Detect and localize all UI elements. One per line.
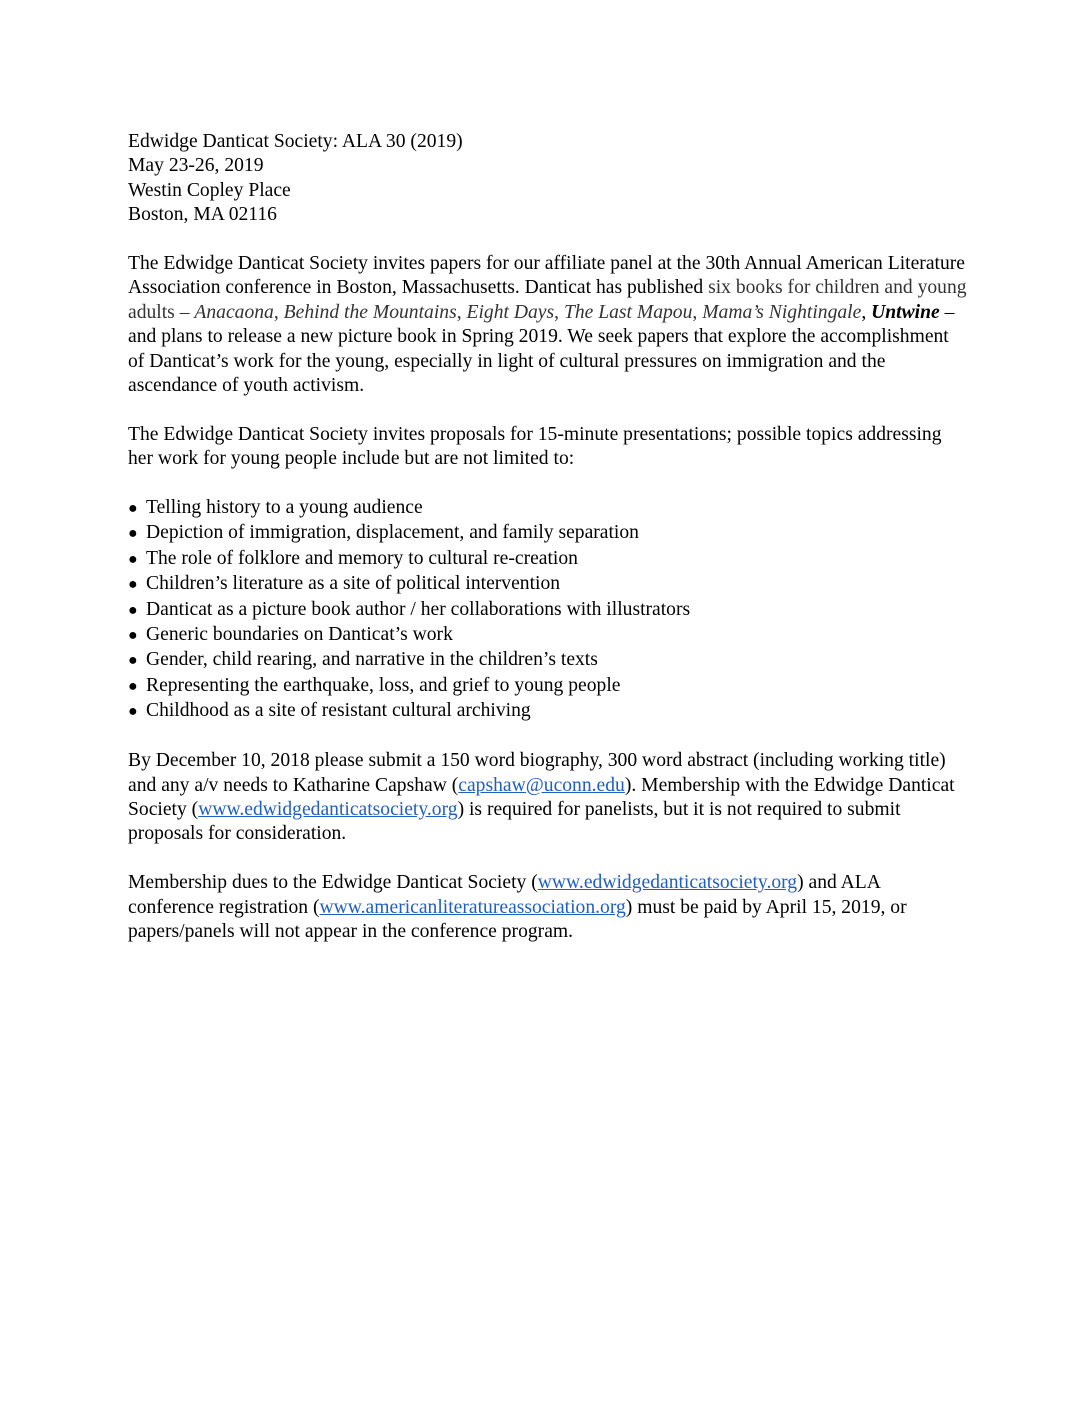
book-title-behind-the-mountains: Behind the Mountains: [283, 301, 457, 323]
topic-text: Danticat as a picture book author / her collaborations with illustrators: [146, 598, 691, 620]
society-website-link[interactable]: www.edwidgedanticatsociety.org: [198, 798, 458, 820]
separator: ,: [861, 301, 872, 323]
separator: ,: [456, 301, 467, 323]
separator: ,: [273, 301, 284, 323]
book-title-the-last-mapou: The Last Mapou: [563, 301, 693, 323]
topic-text: Children’s literature as a site of political intervention: [146, 573, 561, 595]
bullet-icon: ●: [128, 601, 138, 619]
society-website-link[interactable]: www.edwidgedanticatsociety.org: [537, 872, 798, 894]
bullet-icon: ●: [128, 525, 138, 543]
list-item: [128, 674, 968, 699]
book-title-anacaona: Anacaona: [194, 301, 274, 323]
membership-text: ) and ALA conference registration (: [128, 872, 880, 918]
bullet-icon: ●: [128, 677, 138, 695]
document-page: [128, 130, 968, 969]
intro-gray-text: six books for children and young adults –: [128, 277, 967, 323]
book-title-mamas-nightingale: Mama’s Nightingale: [702, 301, 862, 323]
topic-text: Gender, child rearing, and narrative in the children’s texts: [146, 649, 598, 671]
bullet-icon: ●: [128, 550, 138, 568]
intro-paragraph: [128, 252, 968, 398]
list-item: [128, 598, 968, 623]
submission-text: ). Membership with the Edwidge Danticat Society (: [128, 774, 955, 820]
list-item: [128, 496, 968, 521]
separator: ,: [692, 301, 703, 323]
ala-website-link[interactable]: www.americanliteratureassociation.org: [319, 896, 626, 918]
bullet-icon: ●: [128, 500, 138, 518]
book-title-untwine: Untwine: [871, 301, 940, 323]
list-item: [128, 648, 968, 673]
submission-text: ) is required for panelists, but it is not required to submit proposals for consideration.: [128, 798, 901, 845]
event-venue: Westin Copley Place: [128, 179, 291, 201]
bullet-icon: ●: [128, 576, 138, 594]
event-header: [128, 130, 968, 228]
bullet-icon: ●: [128, 652, 138, 670]
membership-text: Membership dues to the Edwidge Danticat Society (: [128, 872, 538, 894]
topics-list: [128, 496, 968, 725]
intro-text-continued: – and plans to release a new picture book in Spring 2019. We seek papers that explore the accomplishment of Danticat’s work for the young, especially in light of cultural pressures on immigration and the ascendance of youth activism.: [128, 301, 955, 397]
intro-text: The Edwidge Danticat Society invites papers for our affiliate panel at the 30th Annual American Literature Association conference in Boston, Massachusetts. Danticat has published: [128, 253, 965, 299]
topic-text: Telling history to a young audience: [146, 497, 423, 519]
topic-text: The role of folklore and memory to cultural re-creation: [146, 547, 578, 569]
topic-text: Generic boundaries on Danticat’s work: [146, 624, 453, 646]
list-item: [128, 623, 968, 648]
topic-text: Childhood as a site of resistant cultural archiving: [146, 700, 531, 722]
bullet-icon: ●: [128, 703, 138, 721]
bullet-icon: ●: [128, 627, 138, 645]
event-dates: May 23-26, 2019: [128, 155, 264, 177]
membership-text: ) must be paid by April 15, 2019, or papers/panels will not appear in the conference program.: [128, 896, 907, 942]
list-item: [128, 572, 968, 597]
submission-text: By December 10, 2018 please submit a 150 word biography, 300 word abstract (including working title) and any a/v needs to Katharine Capshaw (: [128, 750, 946, 796]
membership-paragraph: [128, 871, 968, 944]
submission-paragraph: [128, 749, 968, 847]
list-item: [128, 521, 968, 546]
list-item: [128, 699, 968, 724]
separator: ,: [554, 301, 564, 323]
topic-text: Representing the earthquake, loss, and grief to young people: [146, 674, 621, 696]
proposals-paragraph: The Edwidge Danticat Society invites proposals for 15-minute presentations; possible topics addressing her work for young people include but are not limited to:: [128, 423, 942, 470]
topic-text: Depiction of immigration, displacement, and family separation: [146, 522, 639, 544]
event-title: Edwidge Danticat Society: ALA 30 (2019): [128, 131, 463, 152]
list-item: [128, 547, 968, 572]
email-link[interactable]: capshaw@uconn.edu: [458, 774, 625, 796]
event-location: Boston, MA 02116: [128, 204, 277, 226]
book-title-eight-days: Eight Days: [466, 301, 555, 323]
